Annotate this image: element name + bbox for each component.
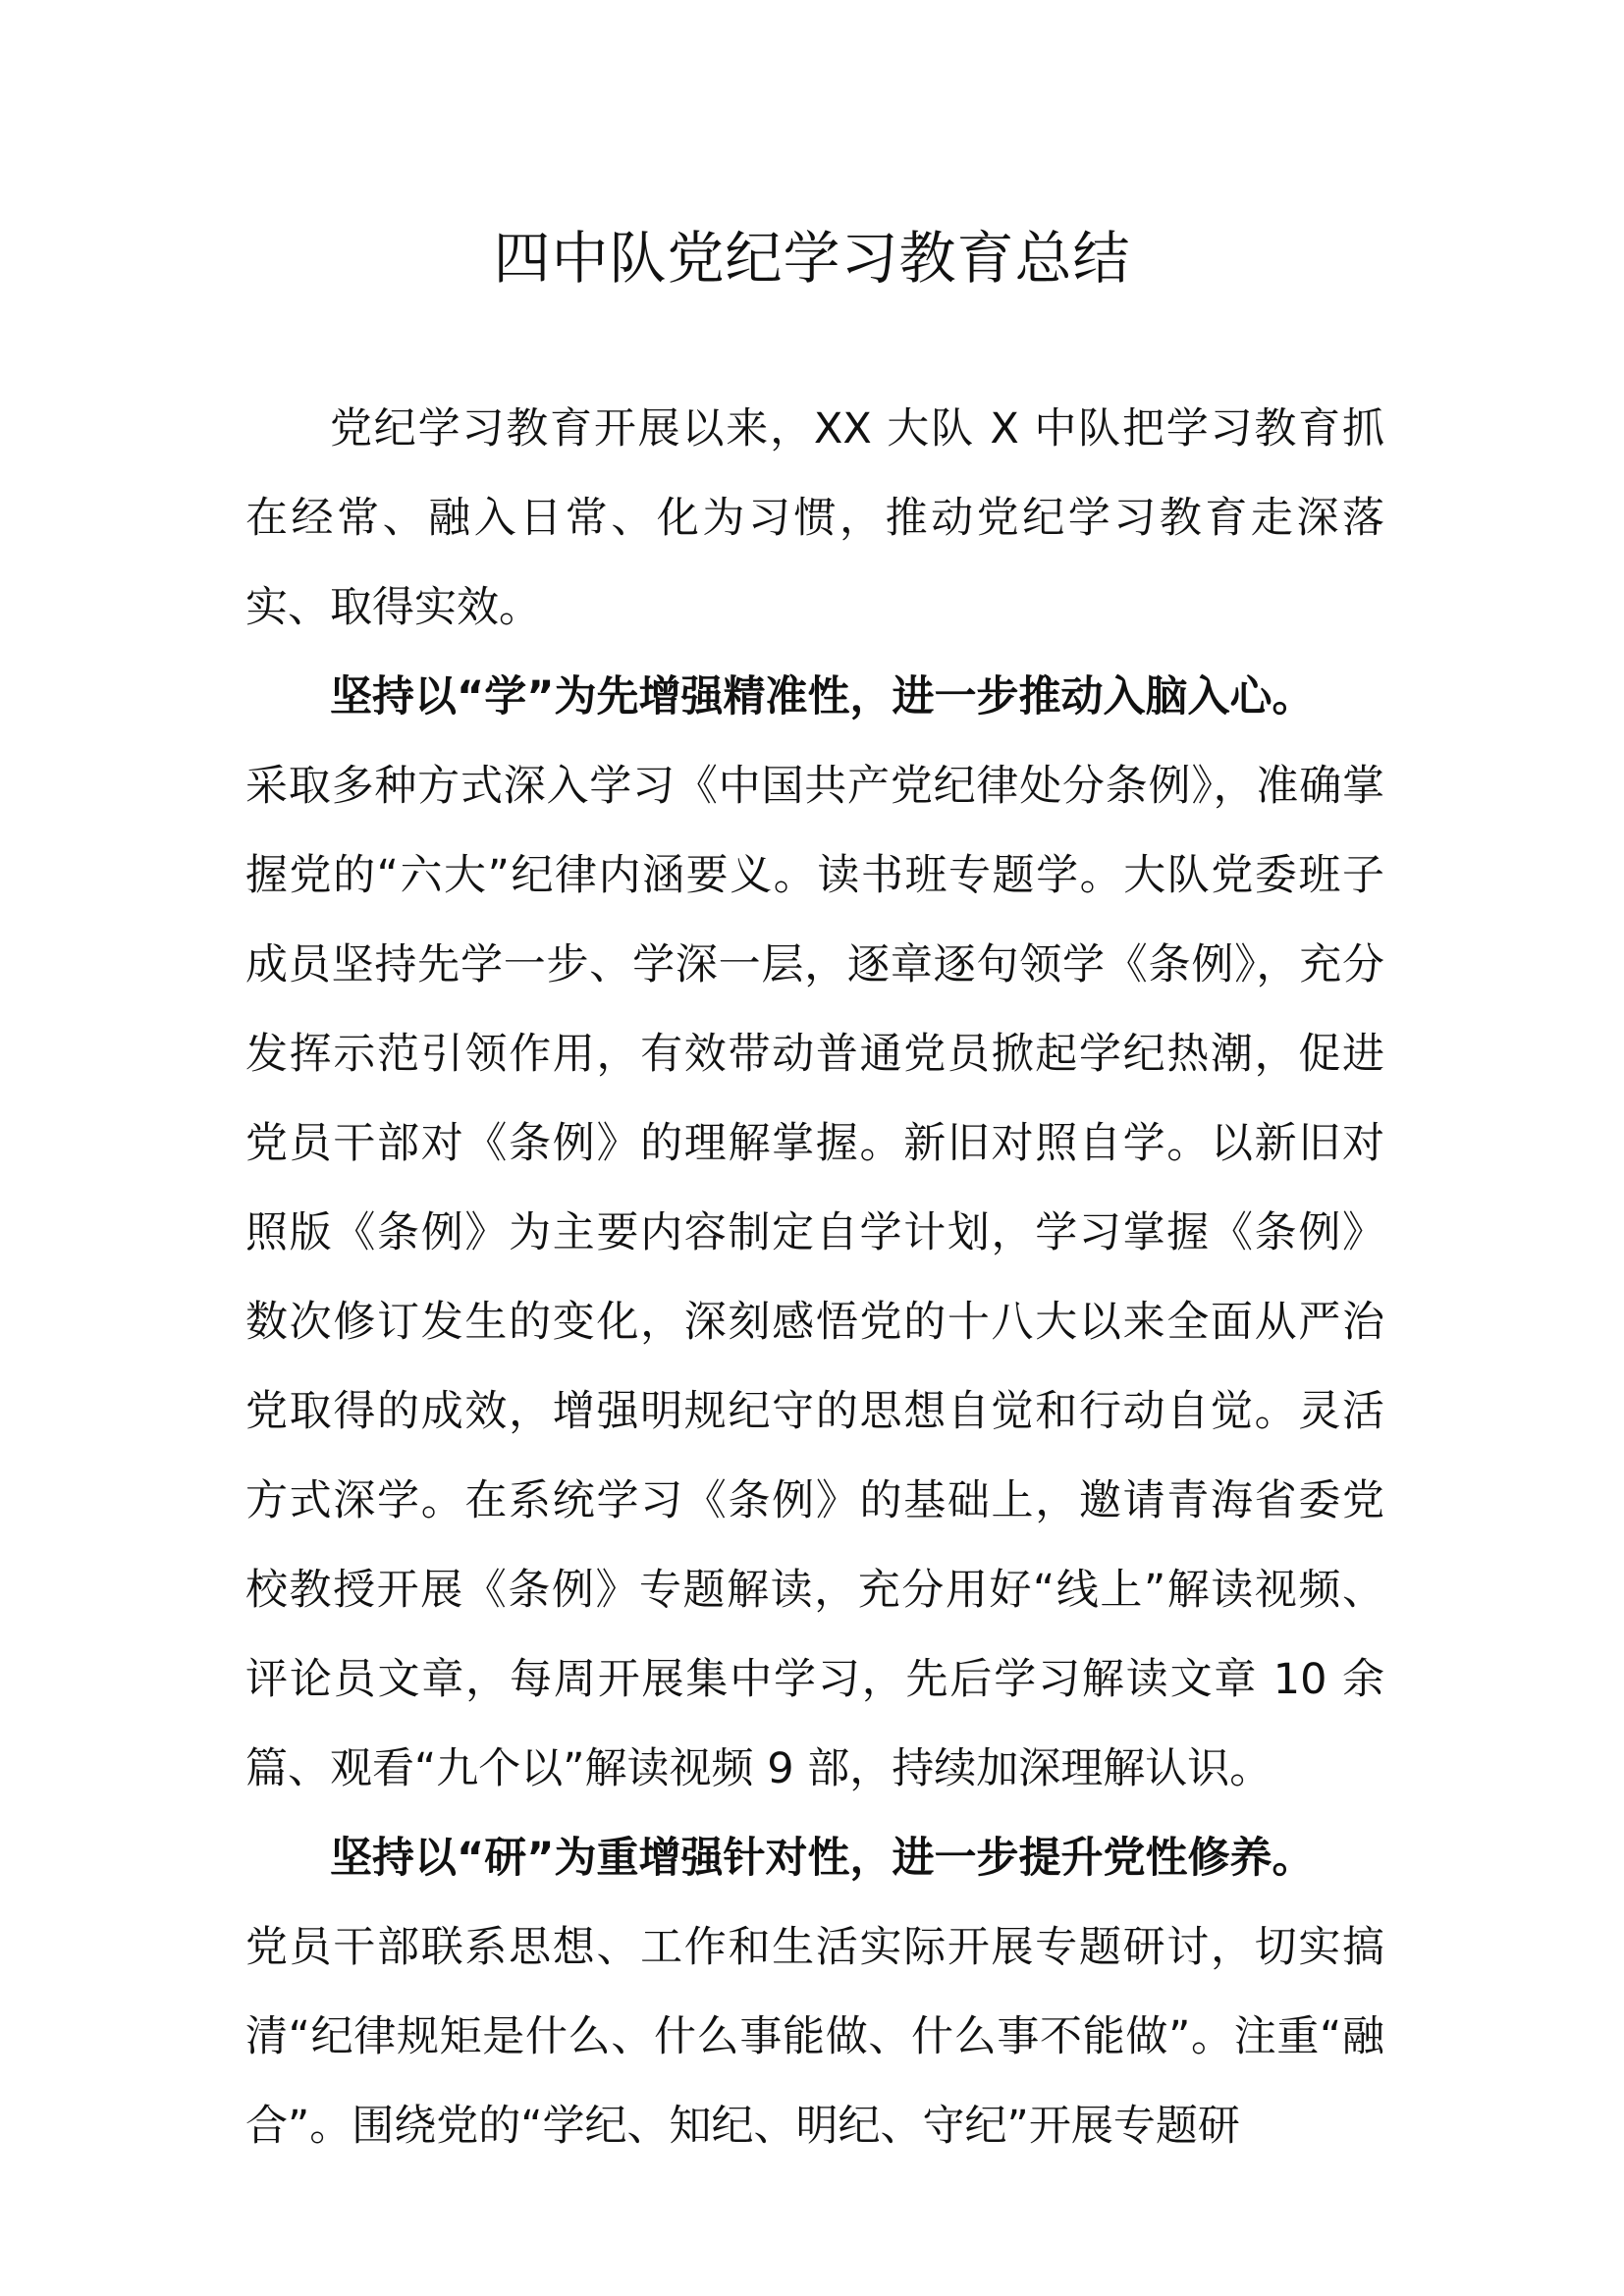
paragraph-study-body: 采取多种方式深入学习《中国共产党纪律处分条例》，准确掌握党的“六大”纪律内涵要义。读书班专题学。大队党委班子成员坚持先学一步、学深一层，逐章逐句领学《条例》，充分发挥示范引领作用，有效带动普通党员掀起学纪热潮，促进党员干部对《条例》的理解掌握。新旧对照自学。以新旧对照版《条例》为主要内容制定自学计划，学习掌握《条例》数次修订发生的变化，深刻感悟党的十八大以来全面从严治党取得的成效，增强明规纪守的思想自觉和行动自觉。灵活方式深学。在系统学习《条例》的基础上，邀请青海省委党校教授开展《条例》专题解读，充分用好“线上”解读视频、评论员文章，每周开展集中学习，先后学习解读文章 10 余篇、观看“九个以”解读视频 9 部，持续加深理解认识。 xyxy=(245,762,1384,1793)
document-body xyxy=(245,385,1384,2171)
paragraph-research-body: 党员干部联系思想、工作和生活实际开展专题研讨，切实搞清“纪律规矩是什么、什么事能做、什么事不能做”。注重“融合”。围绕党的“学纪、知纪、明纪、守纪”开展专题研 xyxy=(245,1923,1384,2151)
document-title: 四中队党纪学习教育总结 xyxy=(493,225,1131,292)
section-heading-study: 坚持以“学”为先增强精准性，进一步推动入脑入心。 xyxy=(330,672,1315,721)
section-heading-research: 坚持以“研”为重增强针对性，进一步提升党性修养。 xyxy=(330,1834,1315,1883)
paragraph-intro: 党纪学习教育开展以来，XX 大队 X 中队把学习教育抓在经常、融入日常、化为习惯，推动党纪学习教育走深落实、取得实效。 xyxy=(245,404,1384,632)
